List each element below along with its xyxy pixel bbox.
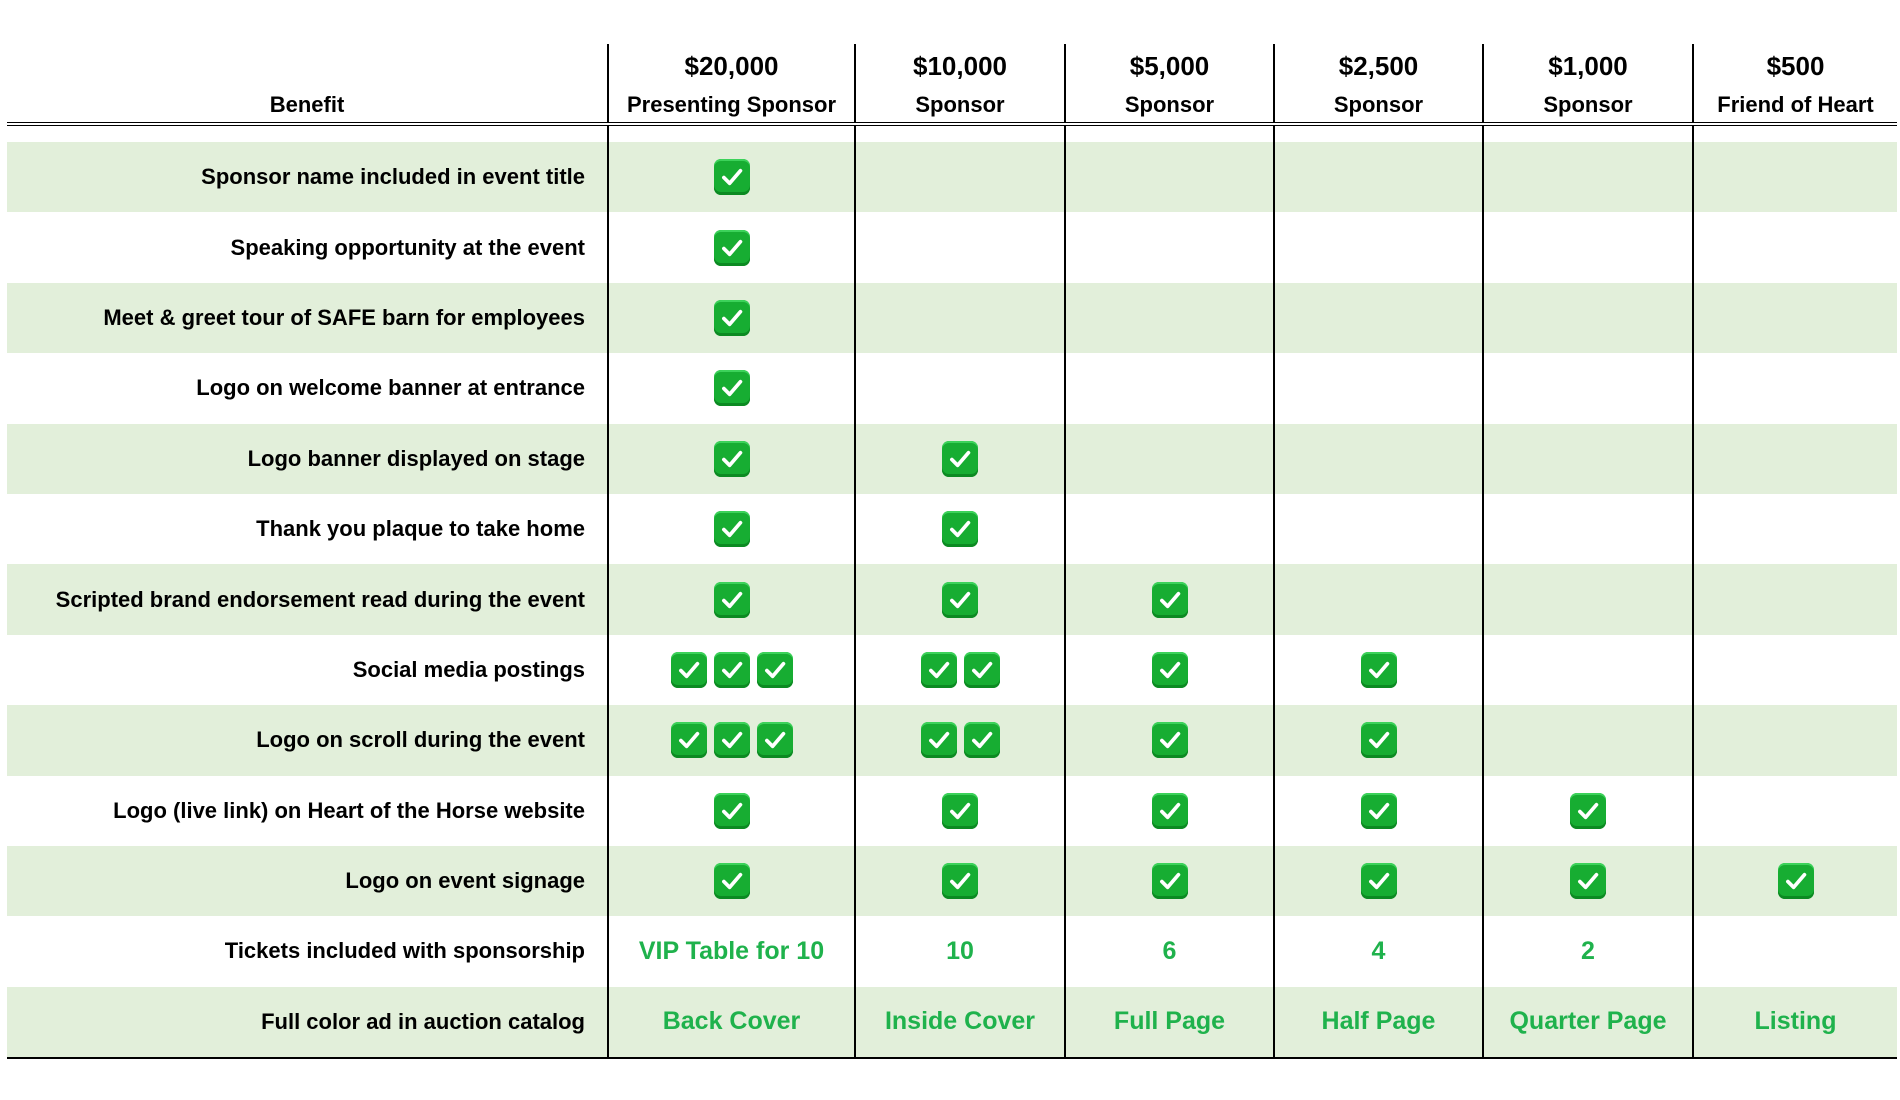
benefit-label: Speaking opportunity at the event bbox=[230, 234, 585, 260]
table-bottom-border bbox=[7, 1057, 1897, 1059]
table-row bbox=[7, 564, 1897, 634]
checkmark-group bbox=[714, 863, 750, 899]
tier-cell bbox=[1064, 564, 1273, 634]
tier-cell bbox=[1692, 353, 1897, 423]
table-header bbox=[7, 44, 1897, 126]
tier-cell bbox=[1273, 142, 1482, 212]
checkmark-box-icon bbox=[757, 722, 793, 758]
checkmark-group bbox=[942, 511, 978, 547]
checkmark-group bbox=[714, 582, 750, 618]
tier-price: $20,000 bbox=[684, 51, 779, 81]
tier-cell bbox=[1692, 494, 1897, 564]
tier-cell bbox=[1692, 776, 1897, 846]
tier-cell bbox=[1064, 353, 1273, 423]
tier-cell bbox=[1692, 564, 1897, 634]
tier-cell bbox=[1482, 635, 1692, 705]
checkmark-box-icon bbox=[714, 582, 750, 618]
table-row bbox=[7, 776, 1897, 846]
tier-cell bbox=[854, 142, 1064, 212]
checkmark-group bbox=[1570, 863, 1606, 899]
tier-cell bbox=[1482, 142, 1692, 212]
benefit-label: Social media postings bbox=[352, 656, 585, 682]
tier-cell bbox=[607, 494, 854, 564]
checkmark-box-icon bbox=[714, 793, 750, 829]
tier-cell bbox=[1273, 776, 1482, 846]
checkmark-group bbox=[714, 370, 750, 406]
tier-cell bbox=[607, 212, 854, 282]
tier-cell bbox=[1482, 916, 1692, 986]
tier-value: 4 bbox=[1371, 936, 1386, 965]
tier-cell bbox=[1273, 212, 1482, 282]
tier-cell bbox=[1273, 846, 1482, 916]
tier-cell bbox=[1482, 987, 1692, 1057]
checkmark-group bbox=[942, 441, 978, 477]
tier-cell bbox=[607, 142, 854, 212]
checkmark-box-icon bbox=[671, 722, 707, 758]
checkmark-box-icon bbox=[714, 863, 750, 899]
checkmark-group bbox=[1152, 652, 1188, 688]
tier-cell bbox=[607, 776, 854, 846]
tier-cell bbox=[1692, 705, 1897, 775]
table-row bbox=[7, 424, 1897, 494]
tier-cell bbox=[607, 846, 854, 916]
tier-value: Listing bbox=[1754, 1007, 1837, 1036]
benefit-header bbox=[7, 44, 607, 122]
tier-cell bbox=[854, 987, 1064, 1057]
tier-cell bbox=[1692, 916, 1897, 986]
checkmark-box-icon bbox=[942, 582, 978, 618]
tier-value: VIP Table for 10 bbox=[638, 936, 825, 965]
tier-cell bbox=[854, 705, 1064, 775]
tier-cell bbox=[1273, 424, 1482, 494]
tier-cell bbox=[854, 353, 1064, 423]
tier-cell bbox=[1273, 564, 1482, 634]
tier-name: Presenting Sponsor bbox=[626, 92, 837, 117]
checkmark-box-icon bbox=[964, 652, 1000, 688]
tier-value: Half Page bbox=[1321, 1007, 1436, 1036]
benefit-label: Meet & greet tour of SAFE barn for employees bbox=[103, 304, 585, 330]
sponsorship-table bbox=[7, 44, 1897, 1059]
tier-value: Full Page bbox=[1113, 1007, 1226, 1036]
checkmark-box-icon bbox=[1361, 652, 1397, 688]
tier-cell bbox=[854, 916, 1064, 986]
tier-price: $10,000 bbox=[913, 51, 1007, 81]
benefit-header-label: Benefit bbox=[269, 92, 345, 117]
tier-cell bbox=[1064, 846, 1273, 916]
tier-cell bbox=[1064, 283, 1273, 353]
tier-value: 6 bbox=[1162, 936, 1177, 965]
table-row bbox=[7, 494, 1897, 564]
checkmark-group bbox=[1570, 793, 1606, 829]
checkmark-group bbox=[1778, 863, 1814, 899]
checkmark-box-icon bbox=[942, 863, 978, 899]
tier-price: $500 bbox=[1766, 51, 1825, 81]
tier-cell bbox=[1482, 776, 1692, 846]
tier-header-3 bbox=[1064, 44, 1273, 122]
tier-cell bbox=[1273, 705, 1482, 775]
tier-name: Sponsor bbox=[1543, 92, 1633, 117]
table-row bbox=[7, 846, 1897, 916]
tier-header-2 bbox=[854, 44, 1064, 122]
table-row bbox=[7, 212, 1897, 282]
checkmark-box-icon bbox=[921, 652, 957, 688]
table-row bbox=[7, 916, 1897, 986]
checkmark-box-icon bbox=[1152, 582, 1188, 618]
tier-value: 10 bbox=[946, 936, 974, 965]
checkmark-group bbox=[1361, 722, 1397, 758]
tier-cell bbox=[1064, 212, 1273, 282]
checkmark-box-icon bbox=[714, 511, 750, 547]
checkmark-group bbox=[1361, 863, 1397, 899]
tier-cell bbox=[1482, 424, 1692, 494]
table-row bbox=[7, 283, 1897, 353]
tier-cell bbox=[1064, 705, 1273, 775]
tier-cell bbox=[854, 212, 1064, 282]
checkmark-group bbox=[942, 793, 978, 829]
tier-cell bbox=[607, 705, 854, 775]
table-row bbox=[7, 635, 1897, 705]
tier-cell bbox=[1482, 846, 1692, 916]
tier-name: Sponsor bbox=[915, 92, 1005, 117]
tier-cell bbox=[854, 564, 1064, 634]
checkmark-box-icon bbox=[671, 652, 707, 688]
tier-name: Friend of Heart bbox=[1717, 92, 1874, 117]
checkmark-group bbox=[714, 441, 750, 477]
checkmark-group bbox=[1361, 652, 1397, 688]
tier-value: Back Cover bbox=[662, 1007, 801, 1036]
checkmark-box-icon bbox=[1152, 863, 1188, 899]
tier-cell bbox=[1064, 776, 1273, 846]
tier-cell bbox=[1064, 635, 1273, 705]
tier-name: Sponsor bbox=[1124, 92, 1215, 117]
tier-cell bbox=[854, 635, 1064, 705]
checkmark-group bbox=[671, 722, 793, 758]
tier-cell bbox=[1064, 142, 1273, 212]
checkmark-group bbox=[714, 159, 750, 195]
checkmark-box-icon bbox=[1152, 722, 1188, 758]
benefit-label: Tickets included with sponsorship bbox=[224, 938, 585, 964]
tier-cell bbox=[1064, 424, 1273, 494]
tier-cell bbox=[1482, 212, 1692, 282]
tier-cell bbox=[1482, 564, 1692, 634]
tier-cell bbox=[854, 846, 1064, 916]
tier-cell bbox=[1064, 916, 1273, 986]
benefit-label: Full color ad in auction catalog bbox=[261, 1008, 585, 1034]
tier-cell bbox=[1482, 494, 1692, 564]
benefit-label: Scripted brand endorsement read during the event bbox=[55, 586, 585, 612]
checkmark-box-icon bbox=[1778, 863, 1814, 899]
tier-value: 2 bbox=[1581, 936, 1595, 965]
checkmark-group bbox=[1152, 793, 1188, 829]
tier-value: Inside Cover bbox=[884, 1007, 1036, 1036]
tier-cell bbox=[1692, 987, 1897, 1057]
tier-cell bbox=[607, 424, 854, 494]
checkmark-group bbox=[714, 300, 750, 336]
tier-cell bbox=[607, 353, 854, 423]
checkmark-box-icon bbox=[1152, 652, 1188, 688]
checkmark-group bbox=[1152, 863, 1188, 899]
benefit-label: Logo banner displayed on stage bbox=[247, 445, 585, 471]
checkmark-box-icon bbox=[714, 652, 750, 688]
checkmark-box-icon bbox=[942, 441, 978, 477]
tier-cell bbox=[1482, 353, 1692, 423]
tier-cell bbox=[1692, 424, 1897, 494]
tier-cell bbox=[854, 283, 1064, 353]
checkmark-box-icon bbox=[942, 793, 978, 829]
tier-header-6 bbox=[1692, 44, 1897, 122]
tier-price: $1,000 bbox=[1548, 51, 1628, 81]
checkmark-box-icon bbox=[714, 722, 750, 758]
tier-cell bbox=[1273, 353, 1482, 423]
tier-header-4 bbox=[1273, 44, 1482, 122]
checkmark-box-icon bbox=[1361, 722, 1397, 758]
checkmark-box-icon bbox=[714, 230, 750, 266]
tier-cell bbox=[607, 635, 854, 705]
tier-cell bbox=[1482, 283, 1692, 353]
checkmark-box-icon bbox=[1570, 793, 1606, 829]
tier-cell bbox=[854, 424, 1064, 494]
table-body bbox=[7, 142, 1897, 1057]
checkmark-group bbox=[671, 652, 793, 688]
tier-cell bbox=[1692, 283, 1897, 353]
checkmark-group bbox=[942, 863, 978, 899]
table-row bbox=[7, 353, 1897, 423]
benefit-label: Sponsor name included in event title bbox=[201, 164, 585, 190]
tier-cell bbox=[1273, 916, 1482, 986]
benefit-label: Logo on welcome banner at entrance bbox=[196, 375, 585, 401]
tier-cell bbox=[1064, 494, 1273, 564]
checkmark-box-icon bbox=[714, 441, 750, 477]
benefit-label: Logo (live link) on Heart of the Horse website bbox=[113, 797, 585, 823]
tier-cell bbox=[607, 916, 854, 986]
checkmark-box-icon bbox=[714, 300, 750, 336]
checkmark-group bbox=[714, 230, 750, 266]
table-row bbox=[7, 705, 1897, 775]
tier-cell bbox=[607, 283, 854, 353]
tier-value: Quarter Page bbox=[1509, 1007, 1667, 1036]
checkmark-box-icon bbox=[1361, 793, 1397, 829]
checkmark-group bbox=[921, 652, 1000, 688]
tier-name: Sponsor bbox=[1333, 92, 1424, 117]
tier-cell bbox=[1692, 212, 1897, 282]
tier-cell bbox=[1692, 846, 1897, 916]
tier-header-1 bbox=[607, 44, 854, 122]
tier-price: $2,500 bbox=[1338, 51, 1419, 81]
checkmark-group bbox=[1152, 722, 1188, 758]
tier-cell bbox=[1273, 635, 1482, 705]
tier-cell bbox=[607, 564, 854, 634]
checkmark-box-icon bbox=[714, 370, 750, 406]
checkmark-box-icon bbox=[1361, 863, 1397, 899]
table-row bbox=[7, 987, 1897, 1057]
checkmark-group bbox=[942, 582, 978, 618]
checkmark-group bbox=[1361, 793, 1397, 829]
header-gap bbox=[7, 126, 1897, 142]
tier-cell bbox=[1692, 142, 1897, 212]
checkmark-group bbox=[1152, 582, 1188, 618]
tier-cell bbox=[1482, 705, 1692, 775]
checkmark-box-icon bbox=[1152, 793, 1188, 829]
checkmark-box-icon bbox=[1570, 863, 1606, 899]
tier-cell bbox=[1692, 635, 1897, 705]
benefit-label: Logo on scroll during the event bbox=[256, 727, 585, 753]
tier-cell bbox=[1273, 494, 1482, 564]
checkmark-group bbox=[714, 511, 750, 547]
checkmark-box-icon bbox=[942, 511, 978, 547]
checkmark-box-icon bbox=[757, 652, 793, 688]
benefit-label: Thank you plaque to take home bbox=[256, 516, 585, 542]
table-row bbox=[7, 142, 1897, 212]
checkmark-group bbox=[921, 722, 1000, 758]
tier-cell bbox=[1064, 987, 1273, 1057]
tier-header-5 bbox=[1482, 44, 1692, 122]
tier-cell bbox=[854, 776, 1064, 846]
checkmark-box-icon bbox=[714, 159, 750, 195]
tier-cell bbox=[854, 494, 1064, 564]
checkmark-box-icon bbox=[921, 722, 957, 758]
checkmark-group bbox=[714, 793, 750, 829]
tier-cell bbox=[607, 987, 854, 1057]
tier-price: $5,000 bbox=[1129, 51, 1210, 81]
checkmark-box-icon bbox=[964, 722, 1000, 758]
tier-cell bbox=[1273, 283, 1482, 353]
benefit-label: Logo on event signage bbox=[345, 868, 585, 894]
tier-cell bbox=[1273, 987, 1482, 1057]
